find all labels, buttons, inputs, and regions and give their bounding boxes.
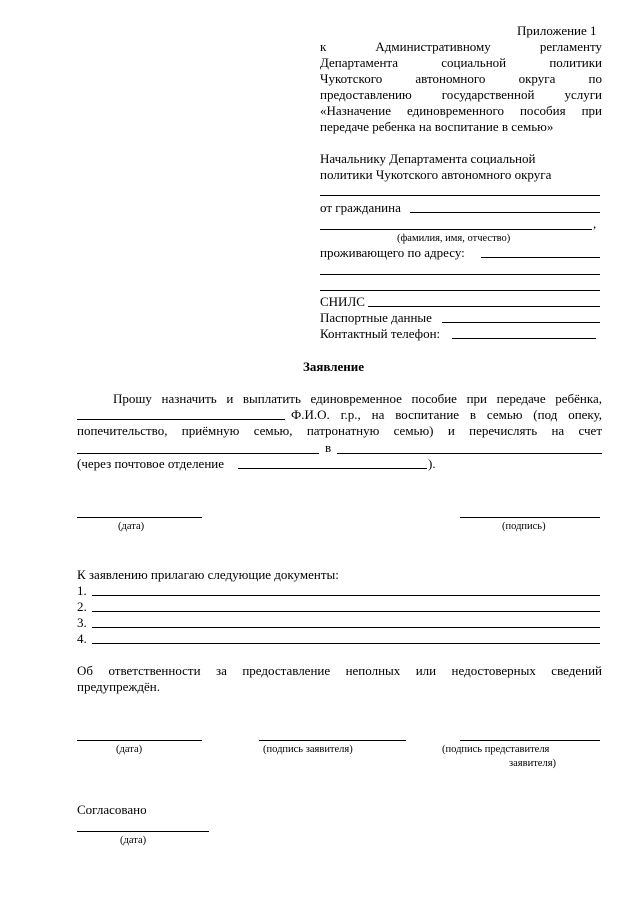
fio-comma: , [593, 216, 597, 231]
applicant-signature-blank[interactable] [259, 740, 406, 741]
snils-blank[interactable] [368, 306, 600, 307]
responsibility-line-1: Об ответственности за предоставление неполных или недостоверных сведений [77, 663, 602, 678]
statement-line-3: попечительство, приёмную семью, патронатную семью) и перечислять на счет [77, 423, 602, 438]
document-item-2-blank[interactable] [92, 611, 600, 612]
document-item-1-blank[interactable] [92, 595, 600, 596]
from-citizen-blank[interactable] [410, 212, 600, 213]
signature-label-1: (подпись) [502, 521, 546, 532]
address-blank-1[interactable] [481, 257, 600, 258]
date-label-1: (дата) [118, 521, 145, 532]
address-label: проживающего по адресу: [320, 245, 465, 260]
statement-line-1: Прошу назначить и выплатить единовременное пособие при передаче ребёнка, [113, 391, 602, 406]
appendix-line-6: передаче ребенка на воспитание в семью» [320, 119, 554, 134]
fio-blank[interactable] [320, 229, 592, 230]
approval-date-label: (дата) [120, 835, 147, 846]
phone-blank[interactable] [452, 338, 596, 339]
addressee-blank-line[interactable] [320, 195, 600, 196]
statement-line-2: Ф.И.О. г.р., на воспитание в семью (под опеку, [291, 407, 602, 422]
document-item-2-number: 2. [77, 599, 87, 614]
passport-blank[interactable] [442, 322, 600, 323]
date-blank-1[interactable] [77, 517, 202, 518]
post-office-suffix: ). [428, 456, 436, 471]
addressee-line-2: политики Чукотского автономного округа [320, 167, 552, 182]
document-item-3-blank[interactable] [92, 627, 600, 628]
bank-in-label: в [325, 440, 332, 455]
statement-title: Заявление [303, 359, 365, 374]
representative-signature-label-1: (подпись представителя [442, 744, 550, 755]
document-item-1-number: 1. [77, 583, 87, 598]
signature-blank-1[interactable] [460, 517, 600, 518]
appendix-title: Приложение 1 [517, 23, 597, 38]
post-office-prefix: (через почтовое отделение [77, 456, 225, 471]
appendix-line-2: Департамента социальной политики [320, 55, 602, 70]
responsibility-line-2: предупреждён. [77, 679, 160, 694]
document-item-4-number: 4. [77, 631, 87, 646]
applicant-signature-label: (подпись заявителя) [263, 744, 353, 755]
document-item-3-number: 3. [77, 615, 87, 630]
child-name-blank[interactable] [77, 419, 285, 420]
date-blank-2[interactable] [77, 740, 202, 741]
date-label-2: (дата) [116, 744, 143, 755]
representative-signature-blank[interactable] [460, 740, 600, 741]
snils-label: СНИЛС [320, 294, 365, 309]
fio-hint: (фамилия, имя, отчество) [397, 233, 511, 244]
phone-label: Контактный телефон: [320, 326, 441, 341]
addressee-line-1: Начальнику Департамента социальной [320, 151, 536, 166]
approval-date-blank[interactable] [77, 831, 209, 832]
appendix-line-5: «Назначение единовременного пособия при [320, 103, 602, 118]
appendix-line-3: Чукотского автономного округа по [320, 71, 602, 86]
from-citizen-label: от гражданина [320, 200, 401, 215]
passport-label: Паспортные данные [320, 310, 432, 325]
account-blank[interactable] [77, 453, 319, 454]
address-blank-3[interactable] [320, 290, 600, 291]
address-blank-2[interactable] [320, 274, 600, 275]
appendix-line-4: предоставлению государственной услуги [320, 87, 602, 102]
documents-heading: К заявлению прилагаю следующие документы: [77, 567, 339, 582]
bank-blank[interactable] [337, 453, 602, 454]
post-office-blank[interactable] [238, 468, 427, 469]
approval-label: Согласовано [77, 802, 147, 817]
document-item-4-blank[interactable] [92, 643, 600, 644]
representative-signature-label-2: заявителя) [509, 758, 557, 769]
appendix-line-1: к Административному регламенту [320, 39, 602, 54]
